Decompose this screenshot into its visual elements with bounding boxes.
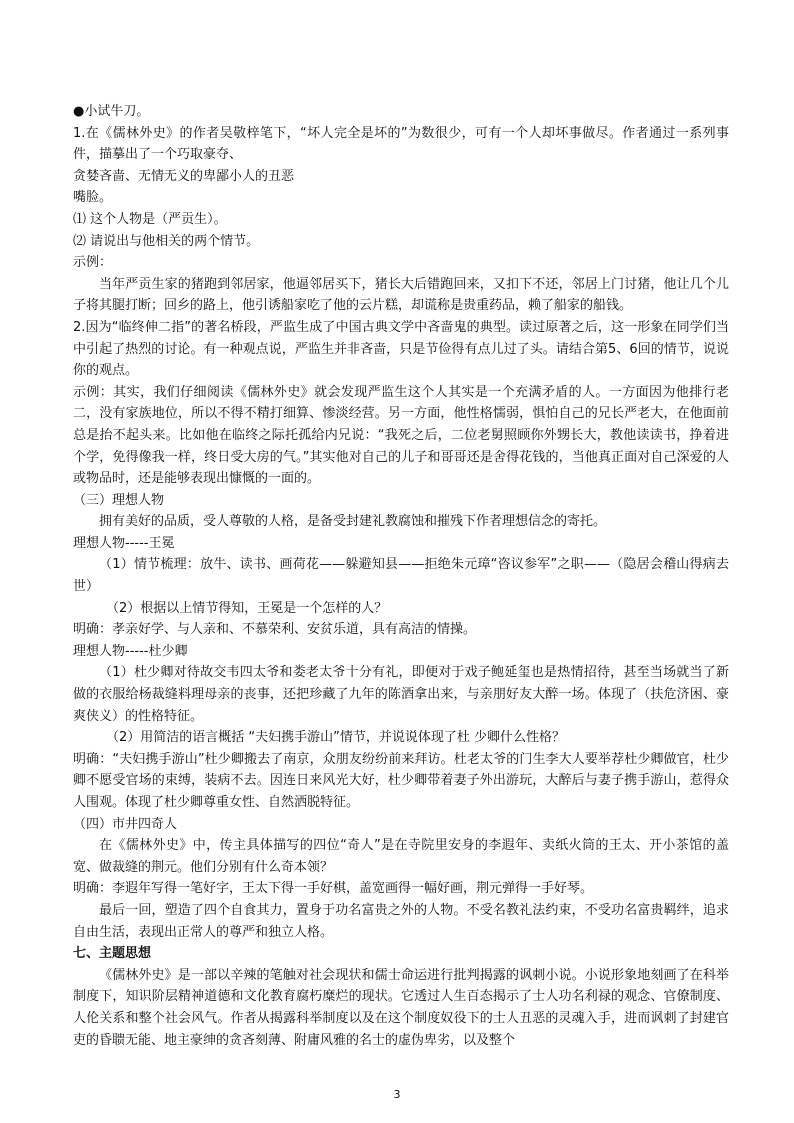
- four-eccentrics-answer: 明确：李遐年写得一笔好字，王太下得一手好棋，盖宽画得一幅好画，荆元弹得一手好琴。: [73, 881, 594, 897]
- example-paragraph: 当年严贡生家的猪跑到邻居家，他逼邻居买下，猪长大后错跑回来，又扣下不还，邻居上门讨猪，他让几个儿子将其腿打断；回乡的路上，他引诱船家吃了他的云片糕，却谎称是贵重药品，赖了船家的船钱。: [73, 276, 729, 314]
- wangmian-answer: 明确：孝亲好学、与人亲和、不慕荣利、安贫乐道，具有高洁的情操。: [73, 622, 477, 638]
- subsection-four-eccentrics: （四）市井四奇人: [73, 816, 178, 832]
- ideal-character-wangmian: 理想人物-----王冕: [73, 535, 175, 551]
- theme-paragraph: 《儒林外史》是一部以辛辣的笔触对社会现状和儒士命运进行批判揭露的讽刺小说。小说形象地刻画了在科举制度下，知识阶层精神道德和文化教育腐朽糜烂的现状。它透过人生百态揭示了士人功名利禄的观念、官僚制度、人伦关系和整个社会风气。作者从揭露科举制度以及在这个制度奴役下的士人丑恶的灵魂入手，进而讽刺了封建官吏的昏聩无能、地主豪绅的贪吝刻薄、附庸风雅的名士的虚伪卑劣，以及整个: [73, 967, 729, 1048]
- question-1-part-2: ⑵ 请说出与他相关的两个情节。: [73, 233, 260, 249]
- question-1-cont: 贪婪吝啬、无情无义的卑鄙小人的丑恶: [73, 168, 295, 184]
- question-1: 1.在《儒林外史》的作者吴敬梓笔下，“坏人完全是坏的”为数很少，可有一个人却坏事做尽。作者通过一系列事件，描摹出了一个巧取豪夺、: [73, 125, 729, 163]
- ideal-characters-intro: 拥有美好的品质，受人尊敬的人格，是备受封建礼教腐蚀和摧残下作者理想信念的寄托。: [99, 514, 607, 530]
- four-eccentrics-summary: 最后一回，塑造了四个自食其力，置身于功名富贵之外的人物。不受名教礼法约束，不受功名富贵羁绊，追求自由生活，表现出正常人的尊严和独立人格。: [73, 902, 729, 940]
- ideal-character-dushaoqing: 理想人物-----杜少卿: [73, 643, 188, 659]
- dushaoqing-point-1: （1）杜少卿对待故交韦四太爷和娄老太爷十分有礼，即便对于戏子鲍延玺也是热情招待，甚至当场就当了新做的衣服给杨裁缝料理母亲的丧事，还把珍藏了九年的陈酒拿出来，与亲朋好友大醉一场。体现了（扶危济困、豪爽侠义）的性格特征。: [73, 665, 729, 724]
- dushaoqing-answer: 明确：“夫妇携手游山”杜少卿搬去了南京，众朋友纷纷前来拜访。杜老太爷的门生李大人要举荐杜少卿做官，杜少卿不愿受官场的束缚，装病不去。因连日来风光大好，杜少卿带着妻子外出游玩，大醉后与妻子携手游山，惹得众人围观。体现了杜少卿尊重女性、自然洒脱特征。: [73, 751, 729, 810]
- section-theme-heading: 七、主题思想: [73, 946, 152, 962]
- question-2-answer: 示例：其实，我们仔细阅读《儒林外史》就会发现严监生这个人其实是一个充满矛盾的人。一方面因为他排行老二，没有家族地位，所以不得不精打细算、惨淡经营。另一方面，他性格懦弱，惧怕自己的兄长严老大，在他面前总是抬不起头来。比如他在临终之际托孤给内兄说：“我死之后，二位老舅照顾你外甥长大，教他读读书，挣着进个学，免得像我一样，终日受大房的气。”其实他对自己的儿子和哥哥还是舍得花钱的，当他真正面对自己深爱的人或物品时，还是能够表现出慷慨的一面的。: [73, 384, 729, 487]
- dushaoqing-question: （2）用简洁的语言概括 “夫妇携手游山”情节，并说说体现了杜 少卿什么性格？: [106, 730, 566, 746]
- wangmian-question: （2）根据以上情节得知，王冕是一个怎样的人？: [106, 600, 388, 616]
- wangmian-plot: （1）情节梳理：放牛、读书、画荷花——躲避知县——拒绝朱元璋“咨议参军”之职——（隐居会稽山得病去世）: [73, 557, 729, 595]
- question-2: 2.因为“临终伸二指”的著名桥段，严监生成了中国古典文学中吝啬鬼的典型。读过原著之后，这一形象在同学们当中引起了热烈的讨论。有一种观点说，严监生并非吝啬，只是节俭得有点儿过了头。请结合第5、6回的情节，说说你的观点。: [73, 319, 729, 379]
- subsection-ideal-characters: （三）理想人物: [73, 492, 165, 508]
- example-label: 示例：: [73, 255, 113, 271]
- question-1-part-1: ⑴ 这个人物是（严贡生）。: [73, 211, 227, 227]
- page-body: [73, 101, 729, 1051]
- question-1-cont-2: 嘴脸。: [73, 190, 113, 206]
- page-number: 3: [393, 1088, 401, 1101]
- section-bullet-heading: ●小试牛刀。: [73, 104, 150, 119]
- four-eccentrics-question: 在《儒林外史》中，传主具体描写的四位“奇人”是在寺院里安身的李遐年、卖纸火筒的王太、开小茶馆的盖宽、做裁缝的荆元。他们分别有什么奇本领？: [73, 838, 729, 875]
